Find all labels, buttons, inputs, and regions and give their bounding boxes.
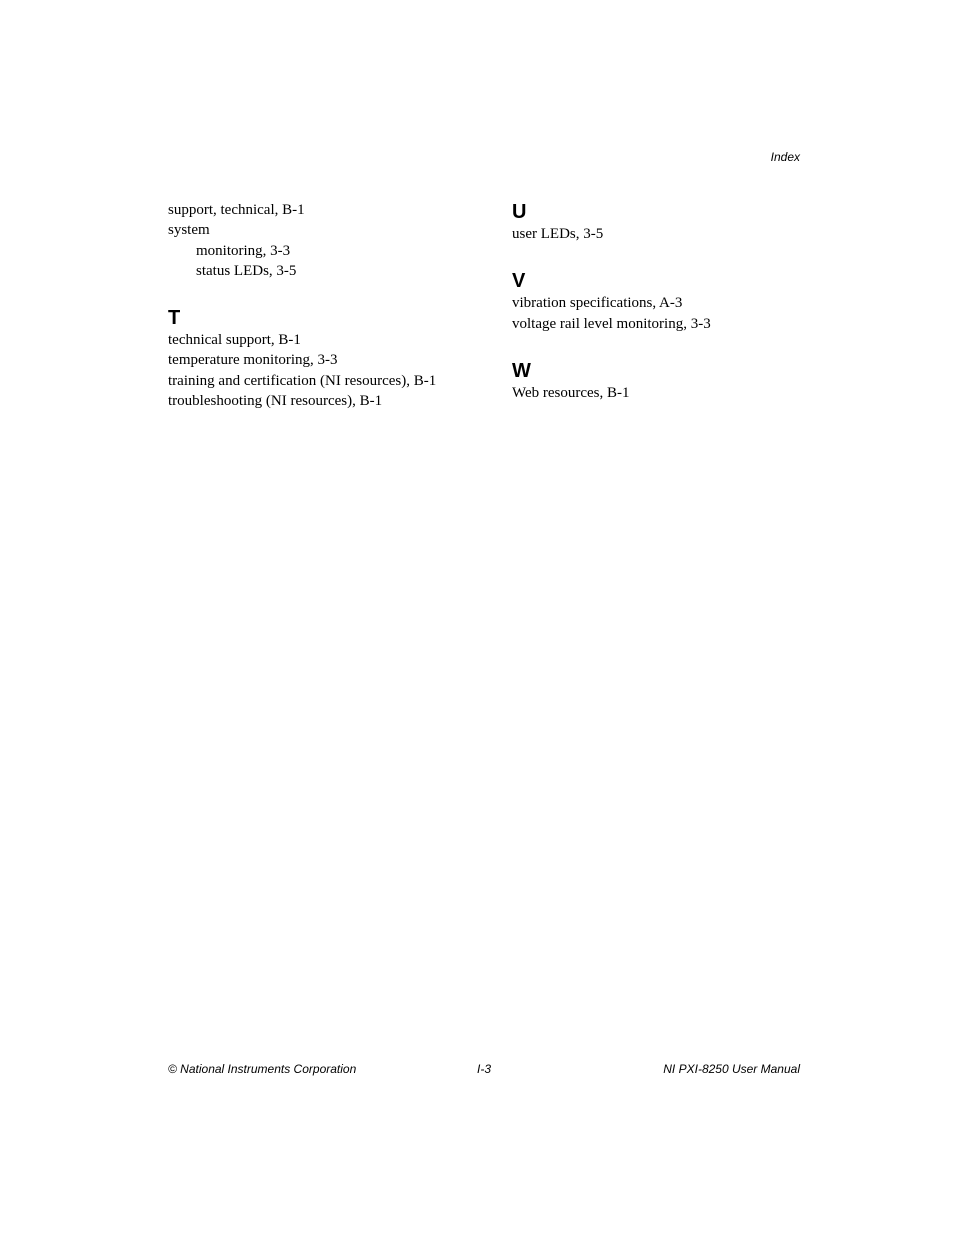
section-letter-u: U xyxy=(512,201,527,223)
index-entry: vibration specifications, A-3 xyxy=(512,295,683,312)
index-entry: system xyxy=(168,222,210,239)
index-entry: user LEDs, 3-5 xyxy=(512,226,604,242)
footer-manual-title: NI PXI-8250 User Manual xyxy=(663,1062,800,1076)
index-entry: temperature monitoring, 3-3 xyxy=(168,352,338,369)
section-letter-v: V xyxy=(512,270,526,293)
index-entry: troubleshooting (NI resources), B-1 xyxy=(168,393,383,410)
index-entry: voltage rail level monitoring, 3-3 xyxy=(512,315,711,332)
running-header: Index xyxy=(770,150,800,164)
index-column-left xyxy=(168,200,488,411)
index-subentry: monitoring, 3-3 xyxy=(196,242,291,259)
index-column-right xyxy=(512,200,802,403)
section-letter-w: W xyxy=(512,359,531,382)
index-entry: training and certification (NI resources), B-1 xyxy=(168,372,437,389)
index-entry: support, technical, B-1 xyxy=(168,202,305,218)
footer-copyright: © National Instruments Corporation xyxy=(168,1062,357,1076)
section-letter-t: T xyxy=(168,307,181,330)
index-entry: Web resources, B-1 xyxy=(512,384,630,401)
footer-page-number: I-3 xyxy=(477,1062,492,1076)
index-subentry: status LEDs, 3-5 xyxy=(196,262,297,279)
index-entry: technical support, B-1 xyxy=(168,332,301,349)
